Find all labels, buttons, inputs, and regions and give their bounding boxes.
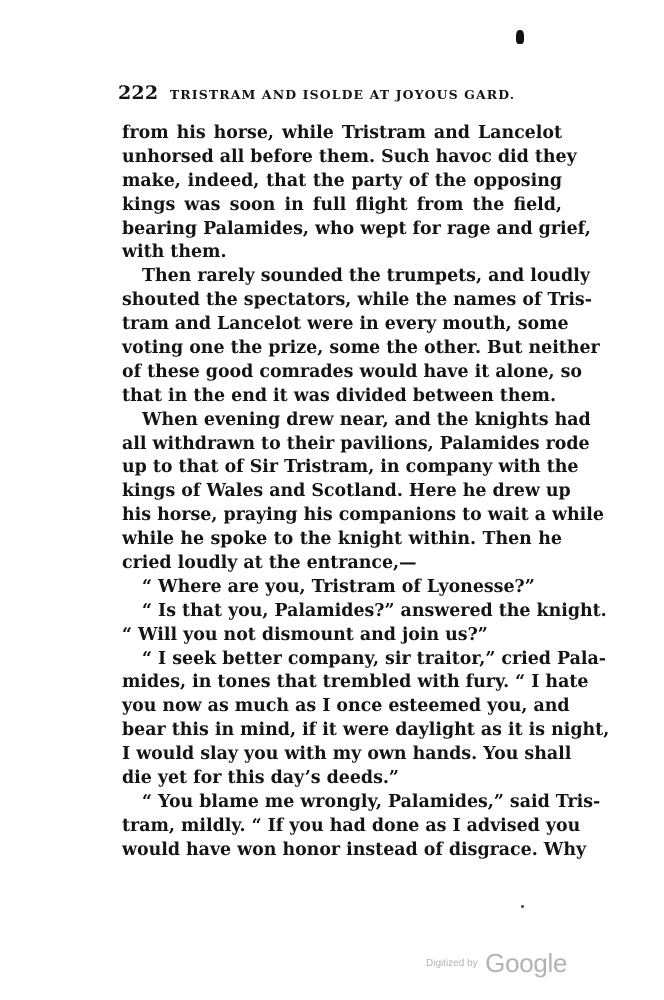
text-line: shouted the spectators, while the names of Tris-: [122, 290, 592, 311]
text-line: voting one the prize, some the other. But neither: [122, 338, 600, 359]
text-line: Then rarely sounded the trumpets, and loudly: [142, 266, 590, 287]
watermark-small-text: Digitized by: [426, 958, 478, 969]
text-line: while he spoke to the knight within. Then he: [122, 529, 562, 550]
body-text: [122, 122, 610, 863]
text-line: tram, mildly. “ If you had done as I advised you: [122, 815, 581, 836]
text-line: kings of Wales and Scotland. Here he drew up: [122, 481, 571, 502]
text-line: When evening drew near, and the knights had: [142, 409, 591, 430]
text-line: I would slay you with my own hands. You shall: [122, 744, 572, 765]
speck: [521, 905, 524, 908]
text-line: “ I seek better company, sir traitor,” cried Pala-: [142, 648, 606, 669]
text-line: that in the end it was divided between them.: [122, 385, 557, 406]
text-line: all withdrawn to their pavilions, Palamides rode: [122, 433, 590, 454]
page-number: 222: [118, 82, 159, 104]
text-line: from his horse, while Tristram and Lancelot: [122, 123, 562, 143]
text-line: “ Will you not dismount and join us?”: [122, 624, 488, 645]
text-line: die yet for this day’s deeds.”: [122, 768, 399, 789]
ink-mark: [516, 30, 524, 44]
text-line: unhorsed all before them. Such havoc did they: [122, 146, 577, 167]
text-line: cried loudly at the entrance,—: [122, 553, 417, 574]
text-line: “ Is that you, Palamides?” answered the knight.: [142, 600, 607, 621]
text-line: “ You blame me wrongly, Palamides,” said Tris-: [142, 791, 601, 812]
digitized-watermark: [426, 948, 567, 979]
text-line: you now as much as I once esteemed you, and: [122, 696, 570, 717]
text-line: “ Where are you, Tristram of Lyonesse?”: [142, 576, 535, 597]
running-header: [118, 82, 538, 104]
text-line: would have won honor instead of disgrace. Why: [122, 839, 587, 860]
text-line: mides, in tones that trembled with fury. “ I hate: [122, 672, 589, 693]
text-line: bearing Palamides, who wept for rage and grief,: [122, 218, 591, 239]
text-line: up to that of Sir Tristram, in company with the: [122, 457, 579, 478]
text-line: of these good comrades would have it alone, so: [122, 361, 582, 382]
text-line: make, indeed, that the party of the opposing: [122, 170, 562, 191]
text-line: with them.: [122, 242, 227, 263]
watermark-logo-text: Google: [485, 948, 568, 978]
running-title: TRISTRAM AND ISOLDE AT JOYOUS GARD.: [169, 87, 516, 102]
text-line: kings was soon in full flight from the field,: [122, 194, 562, 215]
text-line: tram and Lancelot were in every mouth, some: [122, 314, 569, 335]
text-line: his horse, praying his companions to wait a while: [122, 505, 604, 526]
text-line: bear this in mind, if it were daylight as it is night,: [122, 720, 610, 741]
